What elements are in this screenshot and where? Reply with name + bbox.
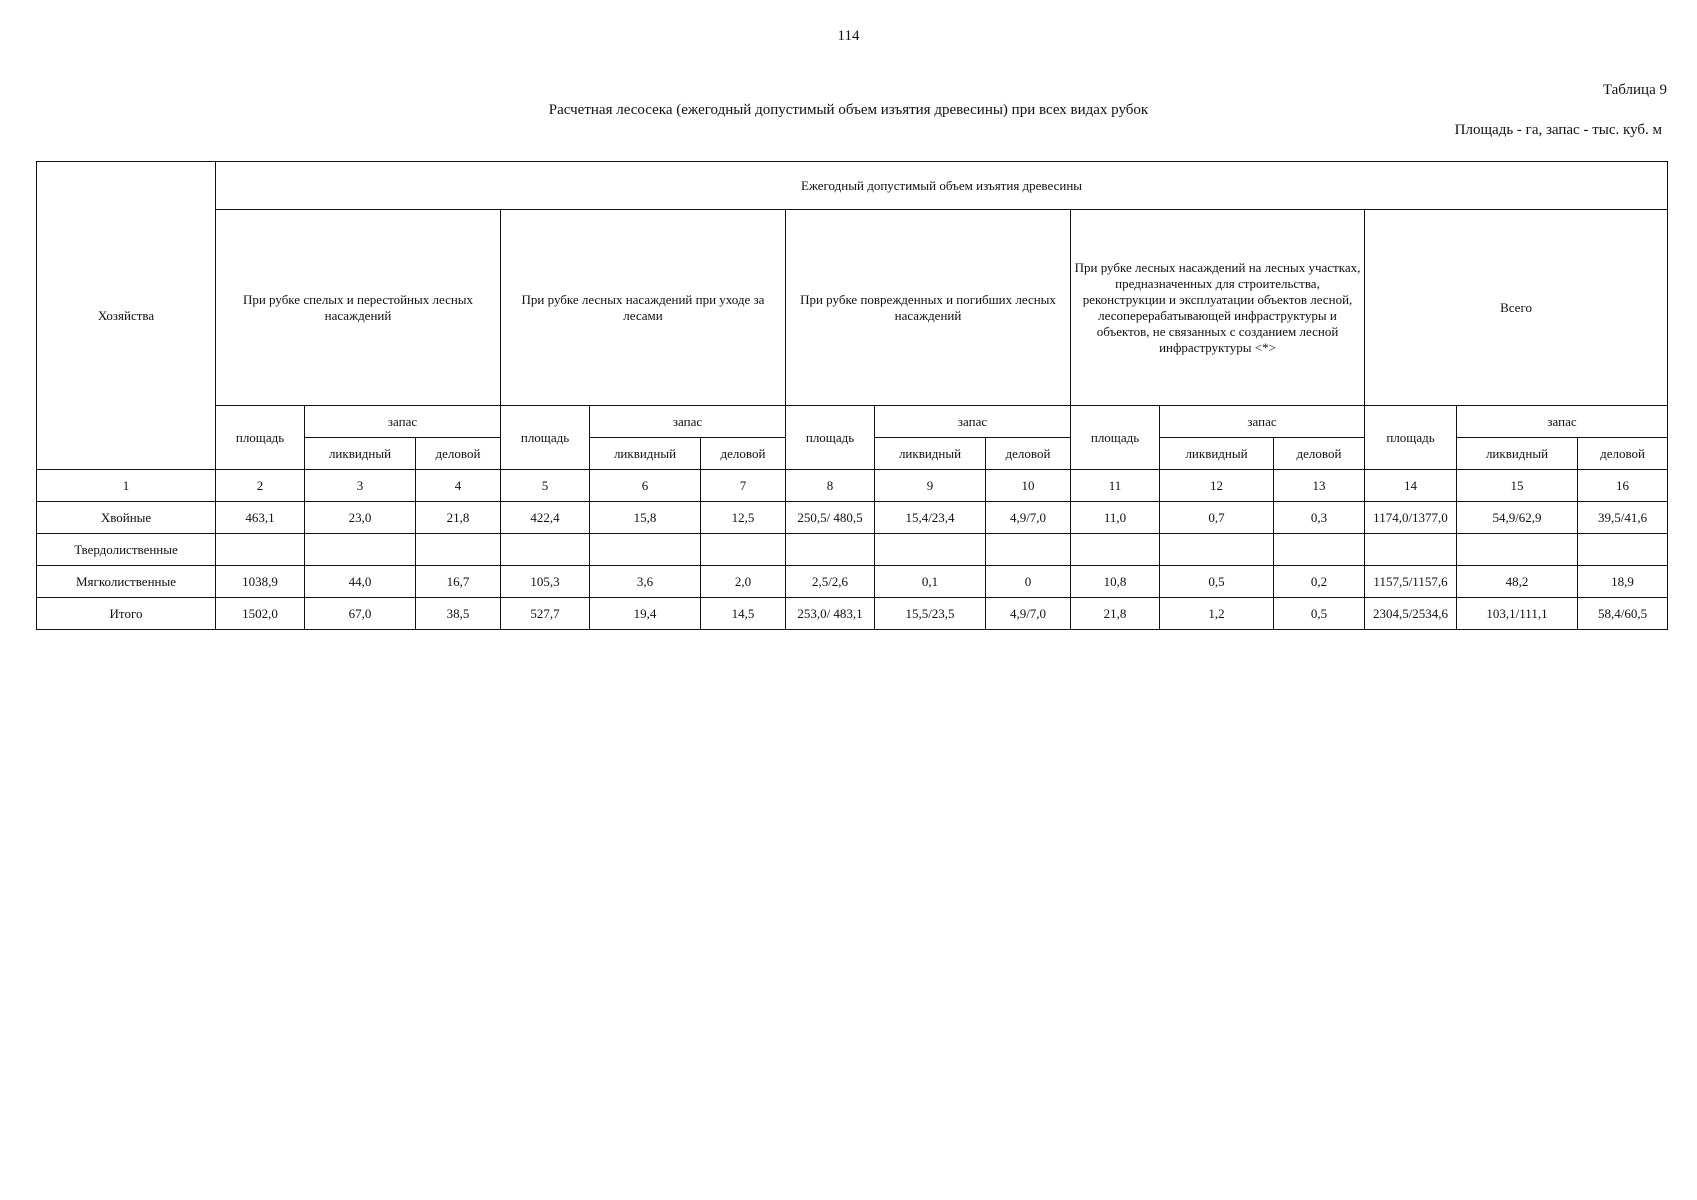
group-header-mature: При рубке спелых и перестойных лесных насаждений <box>216 210 501 406</box>
table-cell: 15,5/23,5 <box>875 598 986 630</box>
column-number: 14 <box>1365 470 1457 502</box>
table-cell: 48,2 <box>1457 566 1578 598</box>
column-number: 11 <box>1071 470 1160 502</box>
table-cell: 0,2 <box>1274 566 1365 598</box>
table-cell: 103,1/111,1 <box>1457 598 1578 630</box>
column-number-row <box>37 470 1668 502</box>
business-header: деловой <box>416 438 501 470</box>
table-row <box>37 566 1668 598</box>
column-number: 8 <box>786 470 875 502</box>
farms-header: Хозяйства <box>37 162 216 470</box>
table-cell: 4,9/7,0 <box>986 598 1071 630</box>
table-cell <box>501 534 590 566</box>
header-row-groups <box>37 210 1668 406</box>
table-cell <box>986 534 1071 566</box>
business-header: деловой <box>701 438 786 470</box>
column-number: 2 <box>216 470 305 502</box>
group-header-damaged: При рубке поврежденных и погибших лесных насаждений <box>786 210 1071 406</box>
table-cell: 1502,0 <box>216 598 305 630</box>
table-cell: 0,1 <box>875 566 986 598</box>
row-label: Мягколиственные <box>37 566 216 598</box>
column-number: 12 <box>1160 470 1274 502</box>
table-cell <box>216 534 305 566</box>
table-cell: 1157,5/1157,6 <box>1365 566 1457 598</box>
table-cell: 2304,5/2534,6 <box>1365 598 1457 630</box>
table-cell: 2,0 <box>701 566 786 598</box>
table-cell: 10,8 <box>1071 566 1160 598</box>
row-label: Итого <box>37 598 216 630</box>
column-number: 15 <box>1457 470 1578 502</box>
table-cell <box>590 534 701 566</box>
table-cell: 0 <box>986 566 1071 598</box>
table-cell: 21,8 <box>416 502 501 534</box>
column-number: 7 <box>701 470 786 502</box>
table-row <box>37 534 1668 566</box>
table-cell: 1174,0/1377,0 <box>1365 502 1457 534</box>
table-cell <box>1274 534 1365 566</box>
column-number: 6 <box>590 470 701 502</box>
table-cell: 15,8 <box>590 502 701 534</box>
table-cell: 12,5 <box>701 502 786 534</box>
table-cell: 14,5 <box>701 598 786 630</box>
column-number: 10 <box>986 470 1071 502</box>
table-cell: 0,5 <box>1160 566 1274 598</box>
liquid-header: ликвидный <box>1160 438 1274 470</box>
table-cell <box>1457 534 1578 566</box>
column-number: 4 <box>416 470 501 502</box>
table-cell: 0,7 <box>1160 502 1274 534</box>
document-title: Расчетная лесосека (ежегодный допустимый объем изъятия древесины) при всех видах рубок <box>548 102 1149 118</box>
stock-header: запас <box>875 406 1071 438</box>
table-cell: 21,8 <box>1071 598 1160 630</box>
table-cell <box>701 534 786 566</box>
area-header: площадь <box>1365 406 1457 470</box>
table-cell: 19,4 <box>590 598 701 630</box>
table-cell: 58,4/60,5 <box>1578 598 1668 630</box>
area-header: площадь <box>501 406 590 470</box>
column-number: 3 <box>305 470 416 502</box>
table-cell: 54,9/62,9 <box>1457 502 1578 534</box>
liquid-header: ликвидный <box>305 438 416 470</box>
page-number: 114 <box>837 28 860 44</box>
table-cell <box>1071 534 1160 566</box>
table-cell: 1038,9 <box>216 566 305 598</box>
table-label: Таблица 9 <box>1602 82 1667 98</box>
table-cell: 39,5/41,6 <box>1578 502 1668 534</box>
annual-volume-header: Ежегодный допустимый объем изъятия древесины <box>216 162 1668 210</box>
allowable-cut-table <box>36 161 1668 630</box>
table-cell: 11,0 <box>1071 502 1160 534</box>
table-cell: 67,0 <box>305 598 416 630</box>
liquid-header: ликвидный <box>1457 438 1578 470</box>
table-cell: 250,5/ 480,5 <box>786 502 875 534</box>
table-cell <box>416 534 501 566</box>
table-cell: 44,0 <box>305 566 416 598</box>
table-cell: 0,5 <box>1274 598 1365 630</box>
row-label: Твердолиственные <box>37 534 216 566</box>
business-header: деловой <box>1578 438 1668 470</box>
table-cell: 4,9/7,0 <box>986 502 1071 534</box>
column-number: 1 <box>37 470 216 502</box>
table-cell: 18,9 <box>1578 566 1668 598</box>
stock-header: запас <box>1160 406 1365 438</box>
liquid-header: ликвидный <box>590 438 701 470</box>
table-cell <box>1160 534 1274 566</box>
area-header: площадь <box>1071 406 1160 470</box>
units-note: Площадь - га, запас - тыс. куб. м <box>1454 122 1662 138</box>
stock-header: запас <box>1457 406 1668 438</box>
table-cell: 527,7 <box>501 598 590 630</box>
table-cell: 105,3 <box>501 566 590 598</box>
table-cell <box>786 534 875 566</box>
header-row-top <box>37 162 1668 210</box>
stock-header: запас <box>305 406 501 438</box>
business-header: деловой <box>1274 438 1365 470</box>
group-header-infrastructure: При рубке лесных насаждений на лесных участках, предназначенных для строительства, реконструкции и эксплуатации объектов лесной, лесоперерабатывающей инфраструктуры и объектов, не связанных с созданием лесной инфраструктуры <*> <box>1071 210 1365 406</box>
group-header-thinning: При рубке лесных насаждений при уходе за лесами <box>501 210 786 406</box>
table-cell: 1,2 <box>1160 598 1274 630</box>
table-cell <box>875 534 986 566</box>
row-label: Хвойные <box>37 502 216 534</box>
column-number: 9 <box>875 470 986 502</box>
table-row-total <box>37 598 1668 630</box>
group-header-total: Всего <box>1365 210 1668 406</box>
table-row <box>37 502 1668 534</box>
column-number: 13 <box>1274 470 1365 502</box>
table-cell: 463,1 <box>216 502 305 534</box>
table-cell <box>1578 534 1668 566</box>
area-header: площадь <box>216 406 305 470</box>
table-cell <box>1365 534 1457 566</box>
column-number: 5 <box>501 470 590 502</box>
header-row-measures <box>37 406 1668 438</box>
table-cell: 38,5 <box>416 598 501 630</box>
stock-header: запас <box>590 406 786 438</box>
table-cell: 0,3 <box>1274 502 1365 534</box>
area-header: площадь <box>786 406 875 470</box>
table-cell: 23,0 <box>305 502 416 534</box>
column-number: 16 <box>1578 470 1668 502</box>
table-cell <box>305 534 416 566</box>
table-cell: 3,6 <box>590 566 701 598</box>
table-cell: 15,4/23,4 <box>875 502 986 534</box>
table-cell: 422,4 <box>501 502 590 534</box>
table-cell: 2,5/2,6 <box>786 566 875 598</box>
table-cell: 253,0/ 483,1 <box>786 598 875 630</box>
liquid-header: ликвидный <box>875 438 986 470</box>
business-header: деловой <box>986 438 1071 470</box>
table-cell: 16,7 <box>416 566 501 598</box>
